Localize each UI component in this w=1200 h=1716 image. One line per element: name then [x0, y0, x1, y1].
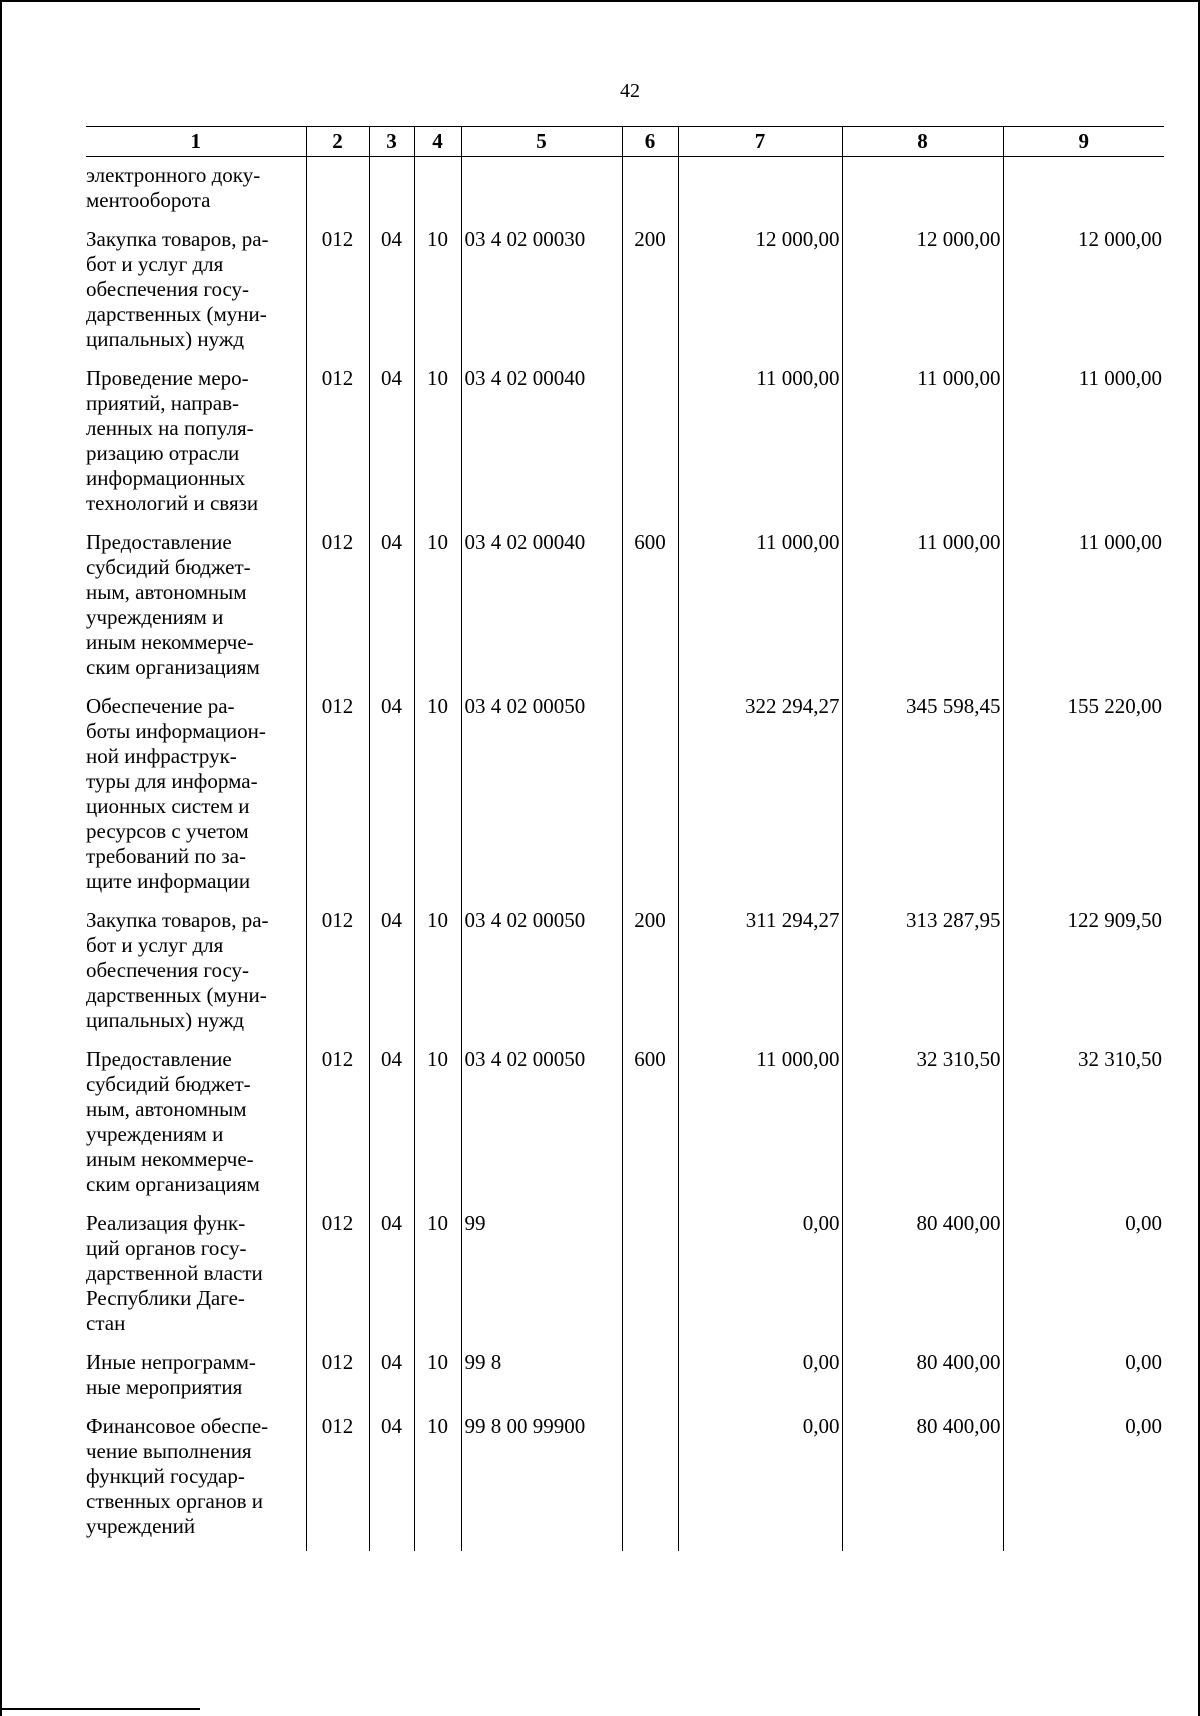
cell-value: 10: [427, 530, 448, 554]
row-amount-3-cell: [1003, 366, 1164, 530]
row-target-item-cell: [461, 1211, 622, 1350]
row-name-line: ционных систем и: [86, 794, 250, 818]
cell-value: 0,00: [1125, 1211, 1162, 1235]
row-name-line: боты информацион-: [86, 719, 266, 743]
cell-value: 11 000,00: [1078, 366, 1162, 390]
table-row: [86, 1350, 1164, 1414]
row-name-line: учреждений: [86, 1514, 196, 1538]
cell-value: 311 294,27: [745, 908, 840, 932]
row-name-line: ментооборота: [86, 188, 211, 212]
row-name-line: Предоставление: [86, 530, 232, 554]
cell-value: 99: [464, 1211, 486, 1235]
row-name-line: Проведение меро-: [86, 366, 249, 390]
cell-value: 012: [321, 1211, 354, 1235]
row-amount-1-cell: [678, 157, 842, 228]
cell-value: 80 400,00: [916, 1350, 1001, 1374]
row-name-line: Республики Даге-: [86, 1286, 245, 1310]
row-name-cell: [86, 1047, 306, 1211]
row-expense-type-cell: [622, 1414, 678, 1551]
row-section-cell: [369, 1211, 414, 1350]
row-name-line: требований по за-: [86, 844, 246, 868]
row-target-item-cell: [461, 1350, 622, 1414]
column-header-5: 5: [461, 127, 622, 157]
row-name-line: стан: [86, 1311, 126, 1335]
row-code-admin-cell: [306, 1414, 369, 1551]
table-row: [86, 1047, 1164, 1211]
row-name-line: ций органов госу-: [86, 1236, 247, 1260]
cell-value: 11 000,00: [756, 530, 840, 554]
table-body: [86, 157, 1164, 1552]
row-subsection-cell: [414, 908, 461, 1047]
cell-value: 32 310,50: [1078, 1047, 1162, 1071]
cell-value: 04: [381, 1414, 402, 1438]
row-subsection-cell: [414, 1414, 461, 1551]
cell-value: 04: [381, 366, 402, 390]
row-code-admin-cell: [306, 530, 369, 694]
cell-value: 200: [634, 908, 666, 932]
row-name-line: Предоставление: [86, 1047, 232, 1071]
row-amount-2-cell: [842, 157, 1003, 228]
cell-value: 99 8 00 99900: [464, 1414, 586, 1438]
row-name-line: обеспечения госу-: [86, 958, 250, 982]
column-header-7: 7: [678, 127, 842, 157]
row-name-line: бот и услуг для: [86, 933, 224, 957]
cell-value: 012: [321, 366, 354, 390]
cell-value: 122 909,50: [1067, 908, 1162, 932]
column-header-6: 6: [622, 127, 678, 157]
cell-value: 0,00: [802, 1350, 840, 1374]
row-name-line: Иные непрограмм-: [86, 1350, 256, 1374]
row-amount-3-cell: [1003, 1350, 1164, 1414]
row-amount-3-cell: [1003, 1414, 1164, 1551]
cell-value: 600: [634, 1047, 666, 1071]
row-name-cell: [86, 1211, 306, 1350]
row-name-line: Закупка товаров, ра-: [86, 908, 269, 932]
row-name-line: субсидий бюджет-: [86, 555, 251, 579]
column-header-4: 4: [414, 127, 461, 157]
row-expense-type-cell: [622, 227, 678, 366]
cell-value: 03 4 02 00030: [464, 227, 586, 251]
row-name-cell: [86, 366, 306, 530]
cell-value: 012: [321, 1414, 354, 1438]
cell-value: 04: [381, 1350, 402, 1374]
row-amount-1-cell: [678, 908, 842, 1047]
cell-value: 0,00: [1125, 1350, 1162, 1374]
cell-value: 0,00: [802, 1414, 840, 1438]
row-name-cell: [86, 530, 306, 694]
cell-value: 012: [321, 1047, 354, 1071]
row-name-line: технологий и связи: [86, 491, 259, 515]
row-amount-1-cell: [678, 694, 842, 908]
row-name-cell: [86, 157, 306, 228]
row-amount-1-cell: [678, 227, 842, 366]
row-amount-3-cell: [1003, 1047, 1164, 1211]
row-target-item-cell: [461, 227, 622, 366]
row-name-cell: [86, 1414, 306, 1551]
table-row: [86, 366, 1164, 530]
row-amount-2-cell: [842, 1414, 1003, 1551]
row-name-line: Обеспечение ра-: [86, 694, 235, 718]
table-row: [86, 530, 1164, 694]
row-section-cell: [369, 530, 414, 694]
row-name-line: ризацию отрасли: [86, 441, 240, 465]
row-name-line: дарственных (муни-: [86, 983, 267, 1007]
row-name-line: информационных: [86, 466, 246, 490]
cell-value: 12 000,00: [1078, 227, 1162, 251]
row-name-line: функций государ-: [86, 1464, 245, 1488]
row-expense-type-cell: [622, 366, 678, 530]
row-amount-1-cell: [678, 366, 842, 530]
row-code-admin-cell: [306, 1350, 369, 1414]
row-subsection-cell: [414, 1047, 461, 1211]
row-name-line: учреждениям и: [86, 605, 224, 629]
row-expense-type-cell: [622, 1350, 678, 1414]
row-amount-3-cell: [1003, 694, 1164, 908]
cell-value: 012: [321, 1350, 354, 1374]
cell-value: 04: [381, 908, 402, 932]
table-row: [86, 1414, 1164, 1551]
scan-border-top: [0, 0, 1200, 2]
row-subsection-cell: [414, 227, 461, 366]
row-name-line: ленных на популя-: [86, 416, 254, 440]
row-subsection-cell: [414, 530, 461, 694]
row-name-line: обеспечения госу-: [86, 277, 250, 301]
row-target-item-cell: [461, 530, 622, 694]
row-section-cell: [369, 1047, 414, 1211]
cell-value: 04: [381, 530, 402, 554]
cell-value: 10: [427, 227, 448, 251]
column-header-9: 9: [1003, 127, 1164, 157]
cell-value: 012: [321, 908, 354, 932]
row-amount-3-cell: [1003, 157, 1164, 228]
row-amount-2-cell: [842, 694, 1003, 908]
cell-value: 04: [381, 1047, 402, 1071]
cell-value: 03 4 02 00050: [464, 694, 586, 718]
row-amount-3-cell: [1003, 227, 1164, 366]
row-name-line: ципальных) нужд: [86, 327, 245, 351]
row-amount-1-cell: [678, 1047, 842, 1211]
row-amount-2-cell: [842, 530, 1003, 694]
row-section-cell: [369, 366, 414, 530]
cell-value: 313 287,95: [906, 908, 1001, 932]
cell-value: 10: [427, 908, 448, 932]
row-target-item-cell: [461, 157, 622, 228]
cell-value: 0,00: [802, 1211, 840, 1235]
row-section-cell: [369, 1414, 414, 1551]
cell-value: 99 8: [464, 1350, 502, 1374]
cell-value: 11 000,00: [917, 366, 1001, 390]
row-name-line: ной инфраструк-: [86, 744, 237, 768]
row-amount-1-cell: [678, 1414, 842, 1551]
cell-value: 04: [381, 694, 402, 718]
cell-value: 10: [427, 1350, 448, 1374]
cell-value: 600: [634, 530, 666, 554]
row-name-line: субсидий бюджет-: [86, 1072, 251, 1096]
cell-value: 03 4 02 00040: [464, 366, 586, 390]
row-name-cell: [86, 1350, 306, 1414]
scan-border-left: [0, 0, 2, 1716]
row-name-line: ственных органов и: [86, 1489, 264, 1513]
row-name-line: туры для информа-: [86, 769, 258, 793]
row-expense-type-cell: [622, 908, 678, 1047]
cell-value: 11 000,00: [1078, 530, 1162, 554]
row-expense-type-cell: [622, 530, 678, 694]
table-row: [86, 157, 1164, 228]
row-section-cell: [369, 694, 414, 908]
cell-value: 012: [321, 227, 354, 251]
row-name-line: щите информации: [86, 869, 251, 893]
row-amount-3-cell: [1003, 530, 1164, 694]
cell-value: 012: [321, 694, 354, 718]
row-name-cell: [86, 908, 306, 1047]
row-subsection-cell: [414, 1350, 461, 1414]
row-target-item-cell: [461, 1047, 622, 1211]
row-expense-type-cell: [622, 1047, 678, 1211]
row-name-cell: [86, 227, 306, 366]
row-subsection-cell: [414, 1211, 461, 1350]
row-name-line: дарственных (муни-: [86, 302, 267, 326]
row-subsection-cell: [414, 366, 461, 530]
scan-border-bottom: [0, 1708, 200, 1710]
cell-value: 03 4 02 00050: [464, 1047, 586, 1071]
row-name-line: ским организациям: [86, 1172, 260, 1196]
row-code-admin-cell: [306, 227, 369, 366]
cell-value: 155 220,00: [1067, 694, 1162, 718]
row-name-line: Финансовое обеспе-: [86, 1414, 269, 1438]
row-section-cell: [369, 1350, 414, 1414]
row-name-line: электронного доку-: [86, 163, 261, 187]
cell-value: 345 598,45: [906, 694, 1001, 718]
cell-value: 03 4 02 00040: [464, 530, 586, 554]
cell-value: 04: [381, 1211, 402, 1235]
row-amount-3-cell: [1003, 1211, 1164, 1350]
column-header-3: 3: [369, 127, 414, 157]
cell-value: 80 400,00: [916, 1211, 1001, 1235]
row-name-cell: [86, 694, 306, 908]
table-header-row: [86, 127, 1164, 157]
row-name-line: ципальных) нужд: [86, 1008, 245, 1032]
cell-value: 200: [634, 227, 666, 251]
row-name-line: приятий, направ-: [86, 391, 240, 415]
row-amount-2-cell: [842, 227, 1003, 366]
cell-value: 11 000,00: [917, 530, 1001, 554]
row-name-line: ным, автономным: [86, 580, 247, 604]
row-amount-1-cell: [678, 1350, 842, 1414]
row-code-admin-cell: [306, 694, 369, 908]
row-name-line: иным некоммерче-: [86, 1147, 254, 1171]
table-row: [86, 1211, 1164, 1350]
row-name-line: бот и услуг для: [86, 252, 224, 276]
table-row: [86, 694, 1164, 908]
row-code-admin-cell: [306, 908, 369, 1047]
cell-value: 10: [427, 694, 448, 718]
row-name-line: ресурсов с учетом: [86, 819, 249, 843]
row-code-admin-cell: [306, 1211, 369, 1350]
row-amount-1-cell: [678, 1211, 842, 1350]
row-name-line: иным некоммерче-: [86, 630, 254, 654]
cell-value: 12 000,00: [916, 227, 1001, 251]
cell-value: 11 000,00: [756, 366, 840, 390]
cell-value: 322 294,27: [745, 694, 840, 718]
table-row: [86, 227, 1164, 366]
budget-table: [86, 126, 1164, 1551]
row-name-line: учреждениям и: [86, 1122, 224, 1146]
cell-value: 32 310,50: [916, 1047, 1001, 1071]
row-expense-type-cell: [622, 694, 678, 908]
cell-value: 10: [427, 1211, 448, 1235]
row-section-cell: [369, 227, 414, 366]
cell-value: 10: [427, 1414, 448, 1438]
row-code-admin-cell: [306, 1047, 369, 1211]
row-amount-2-cell: [842, 908, 1003, 1047]
row-section-cell: [369, 157, 414, 228]
row-name-line: чение выполнения: [86, 1439, 252, 1463]
cell-value: 03 4 02 00050: [464, 908, 586, 932]
row-amount-2-cell: [842, 1350, 1003, 1414]
row-name-line: Реализация функ-: [86, 1211, 246, 1235]
row-subsection-cell: [414, 694, 461, 908]
row-code-admin-cell: [306, 366, 369, 530]
cell-value: 10: [427, 366, 448, 390]
row-section-cell: [369, 908, 414, 1047]
row-amount-2-cell: [842, 366, 1003, 530]
row-expense-type-cell: [622, 1211, 678, 1350]
row-amount-2-cell: [842, 1211, 1003, 1350]
row-name-line: ным, автономным: [86, 1097, 247, 1121]
row-target-item-cell: [461, 694, 622, 908]
row-name-line: Закупка товаров, ра-: [86, 227, 269, 251]
table-row: [86, 908, 1164, 1047]
row-amount-3-cell: [1003, 908, 1164, 1047]
row-name-line: ским организациям: [86, 655, 260, 679]
row-target-item-cell: [461, 908, 622, 1047]
column-header-2: 2: [306, 127, 369, 157]
row-name-line: ные мероприятия: [86, 1375, 243, 1399]
cell-value: 11 000,00: [756, 1047, 840, 1071]
page-number: 42: [620, 80, 640, 102]
column-header-8: 8: [842, 127, 1003, 157]
row-expense-type-cell: [622, 157, 678, 228]
row-target-item-cell: [461, 366, 622, 530]
row-amount-1-cell: [678, 530, 842, 694]
row-amount-2-cell: [842, 1047, 1003, 1211]
row-target-item-cell: [461, 1414, 622, 1551]
cell-value: 10: [427, 1047, 448, 1071]
row-code-admin-cell: [306, 157, 369, 228]
cell-value: 80 400,00: [916, 1414, 1001, 1438]
row-subsection-cell: [414, 157, 461, 228]
cell-value: 012: [321, 530, 354, 554]
row-name-line: дарственной власти: [86, 1261, 263, 1285]
cell-value: 12 000,00: [755, 227, 840, 251]
column-header-1: 1: [86, 127, 306, 157]
cell-value: 0,00: [1125, 1414, 1162, 1438]
cell-value: 04: [381, 227, 402, 251]
